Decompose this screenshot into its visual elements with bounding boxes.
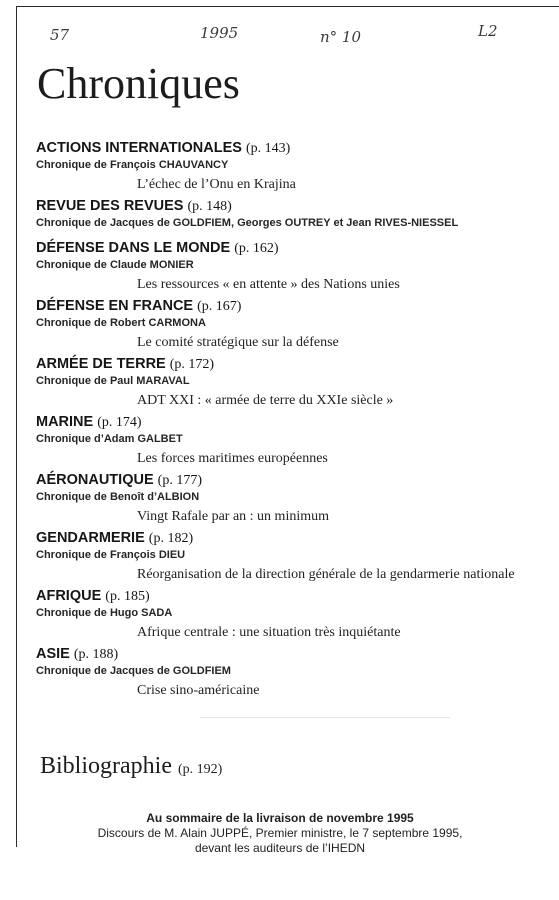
chronicle-entry	[36, 529, 536, 583]
chronicle-entry	[36, 239, 536, 293]
article-title: Afrique centrale : une situation très inquiétante	[137, 625, 401, 640]
bibliography-label: Bibliographie	[40, 753, 172, 779]
rubric-heading	[36, 297, 536, 316]
rubric-heading	[36, 239, 536, 258]
article-title: Réorganisation de la direction générale de la gendarmerie nationale	[137, 567, 515, 582]
chronicle-author: Chronique de Hugo SADA	[36, 607, 173, 619]
rubric-heading	[36, 413, 536, 432]
rubric-title: ACTIONS INTERNATIONALES	[36, 140, 242, 156]
rubric-heading	[36, 139, 536, 158]
chronicle-author: Chronique de Benoît d’ALBION	[36, 491, 200, 503]
chronicle-entry	[36, 197, 536, 230]
page-reference: (p. 143)	[245, 141, 291, 156]
next-issue-notice	[60, 811, 500, 856]
rubric-heading	[36, 645, 536, 664]
chronicle-author: Chronique de François DIEU	[36, 549, 186, 561]
page-title: Chroniques	[37, 59, 240, 108]
article-title: Les forces maritimes européennes	[137, 451, 328, 466]
rubric-heading	[36, 355, 536, 374]
page-reference: (p. 174)	[97, 415, 142, 430]
bibliography-heading	[40, 753, 222, 780]
chronicle-entry	[36, 645, 536, 699]
chronicle-entry	[36, 471, 536, 525]
article-title: Le comité stratégique sur la défense	[137, 335, 339, 350]
rubric-title: GENDARMERIE	[36, 530, 145, 546]
chronicle-entry	[36, 587, 536, 641]
chronicle-author: Chronique de François CHAUVANCY	[36, 159, 229, 171]
article-title: ADT XXI : « armée de terre du XXIe siècle »	[137, 393, 394, 408]
chronicle-entry	[36, 355, 536, 409]
rubric-title: AFRIQUE	[36, 588, 102, 604]
article-title: Vingt Rafale par an : un minimum	[137, 509, 330, 524]
page-reference: (p. 188)	[73, 647, 119, 662]
chronicle-author: Chronique de Paul MARAVAL	[36, 375, 190, 387]
handwritten-note-4: L2	[478, 22, 498, 40]
rubric-title: DÉFENSE EN FRANCE	[36, 298, 194, 314]
chronicle-author: Chronique d’Adam GALBET	[36, 433, 183, 445]
rubric-title: ASIE	[36, 646, 70, 662]
rubric-heading	[36, 197, 536, 216]
next-issue-line-2: Discours de M. Alain JUPPÉ, Premier ministre, le 7 septembre 1995,	[97, 826, 463, 840]
rubric-title: AÉRONAUTIQUE	[36, 472, 154, 488]
bibliography-page-reference: (p. 192)	[177, 762, 223, 777]
rubric-title: REVUE DES REVUES	[36, 198, 184, 214]
page-reference: (p. 172)	[169, 357, 215, 372]
chronicles-list	[36, 139, 536, 703]
divider	[200, 717, 450, 718]
chronicle-entry	[36, 139, 536, 193]
page-reference: (p. 182)	[148, 531, 194, 546]
chronicle-entry	[36, 413, 536, 467]
chronicle-entry	[36, 297, 536, 351]
chronicle-author: Chronique de Robert CARMONA	[36, 317, 206, 329]
article-title: Les ressources « en attente » des Nations unies	[137, 277, 400, 292]
rubric-heading	[36, 587, 536, 606]
next-issue-line-3: devant les auditeurs de l’IHEDN	[194, 841, 366, 855]
chronicle-author: Chronique de Jacques de GOLDFIEM, Georges OUTREY et Jean RIVES-NIESSEL	[36, 217, 459, 229]
page-reference: (p. 162)	[234, 241, 279, 256]
page-reference: (p. 177)	[157, 473, 202, 488]
handwritten-note-1: 57	[50, 26, 70, 44]
rubric-title: ARMÉE DE TERRE	[36, 356, 166, 372]
rubric-title: MARINE	[36, 414, 94, 430]
rubric-title: DÉFENSE DANS LE MONDE	[36, 240, 231, 256]
article-title: L’échec de l’Onu en Krajina	[137, 177, 296, 192]
page-reference: (p. 148)	[187, 199, 232, 214]
chronicle-author: Chronique de Claude MONIER	[36, 259, 194, 271]
page-reference: (p. 167)	[197, 299, 242, 314]
handwritten-note-3: n° 10	[320, 28, 362, 46]
next-issue-lead: Au sommaire de la livraison de novembre 1995	[146, 811, 414, 825]
chronicle-author: Chronique de Jacques de GOLDFIEM	[36, 665, 231, 677]
rubric-heading	[36, 529, 536, 548]
handwritten-note-2: 1995	[200, 24, 239, 42]
rubric-heading	[36, 471, 536, 490]
article-title: Crise sino-américaine	[137, 683, 260, 698]
page-reference: (p. 185)	[105, 589, 150, 604]
